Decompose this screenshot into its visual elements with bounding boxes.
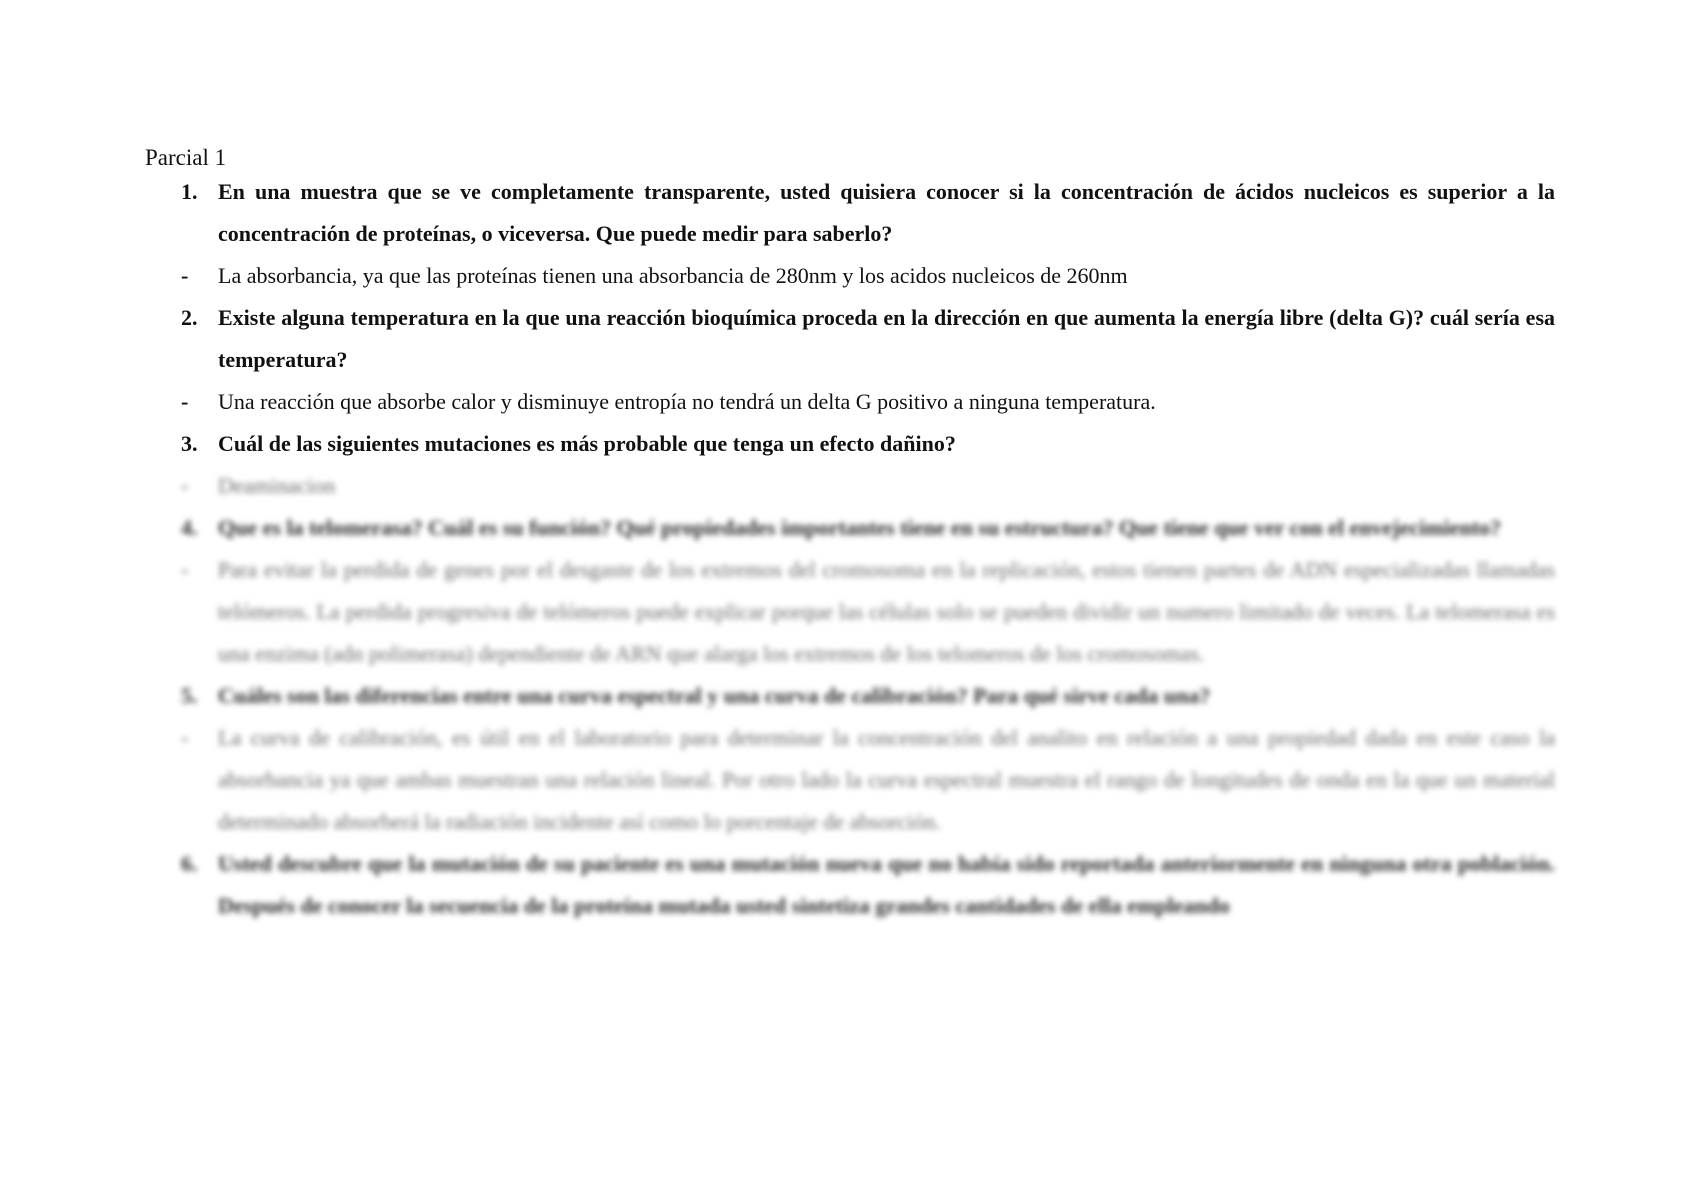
list-dash: -	[181, 725, 189, 750]
question-text: Cuáles son las diferencias entre una curva espectral y una curva de calibración? Para qué sirve cada una?	[218, 683, 1211, 708]
list-number: 6.	[181, 851, 198, 876]
list-number: 3.	[181, 431, 198, 456]
answer-text: Una reacción que absorbe calor y disminuye entropía no tendrá un delta G positivo a ninguna temperatura.	[218, 389, 1156, 414]
list-number: 5.	[181, 683, 198, 708]
question-6	[145, 843, 1555, 927]
document-body	[145, 171, 1555, 927]
question-text: Existe alguna temperatura en la que una reacción bioquímica proceda en la dirección en que aumenta la energía libre (delta G)? cuál sería esa temperatura?	[218, 305, 1555, 372]
answer-4	[145, 549, 1555, 675]
answer-text: Deaminacion	[218, 473, 336, 498]
question-1	[145, 171, 1555, 255]
question-text: Cuál de las siguientes mutaciones es más probable que tenga un efecto dañino?	[218, 431, 956, 456]
question-text: En una muestra que se ve completamente transparente, usted quisiera conocer si la concentración de ácidos nucleicos es superior a la concentración de proteínas, o viceversa. Que puede medir para saberlo?	[218, 179, 1555, 246]
list-number: 2.	[181, 305, 198, 330]
question-4	[145, 507, 1555, 549]
answer-text: La absorbancia, ya que las proteínas tienen una absorbancia de 280nm y los acidos nucleicos de 260nm	[218, 263, 1128, 288]
list-number: 1.	[181, 179, 198, 204]
list-dash: -	[181, 473, 189, 498]
answer-text: Para evitar la perdida de genes por el desgaste de los extremos del cromosoma en la replicación, estos tienen partes de ADN especializadas llamadas telómeros. La perdida progresiva de telómeros puede explicar porque las células solo se pueden dividir un numero limitado de veces. La telomerasa es una enzima (adn polimerasa) dependiente de ARN que alarga los extremos de los telomeros de los cromosomas.	[218, 557, 1555, 666]
list-dash: -	[181, 557, 189, 582]
list-dash: -	[181, 389, 189, 414]
document-title: Parcial 1	[145, 145, 227, 170]
question-text: Usted descubre que la mutación de su paciente es una mutación nueva que no había sido reportada anteriormente en ninguna otra población. Después de conocer la secuencia de la proteína mutada usted sintetiza grandes cantidades de ella empleando	[218, 851, 1555, 918]
list-number: 4.	[181, 515, 198, 540]
answer-2	[145, 381, 1555, 423]
question-2	[145, 297, 1555, 381]
answer-5	[145, 717, 1555, 843]
list-dash: -	[181, 263, 189, 288]
question-text: Que es la telomerasa? Cuál es su función? Qué propiedades importantes tiene en su estructura? Que tiene que ver con el envejecimiento?	[218, 515, 1502, 540]
answer-text: La curva de calibración, es útil en el laboratorio para determinar la concentración del analito en relación a una propiedad dada en este caso la absorbancia ya que ambas muestran una relación lineal. Por otro lado la curva espectral muestra el rango de longitudes de onda en la que un material determinado absorberá la radiación incidente así como lo porcentaje de absorción.	[218, 725, 1555, 834]
question-3	[145, 423, 1555, 465]
question-5	[145, 675, 1555, 717]
answer-1	[145, 255, 1555, 297]
answer-3	[145, 465, 1555, 507]
